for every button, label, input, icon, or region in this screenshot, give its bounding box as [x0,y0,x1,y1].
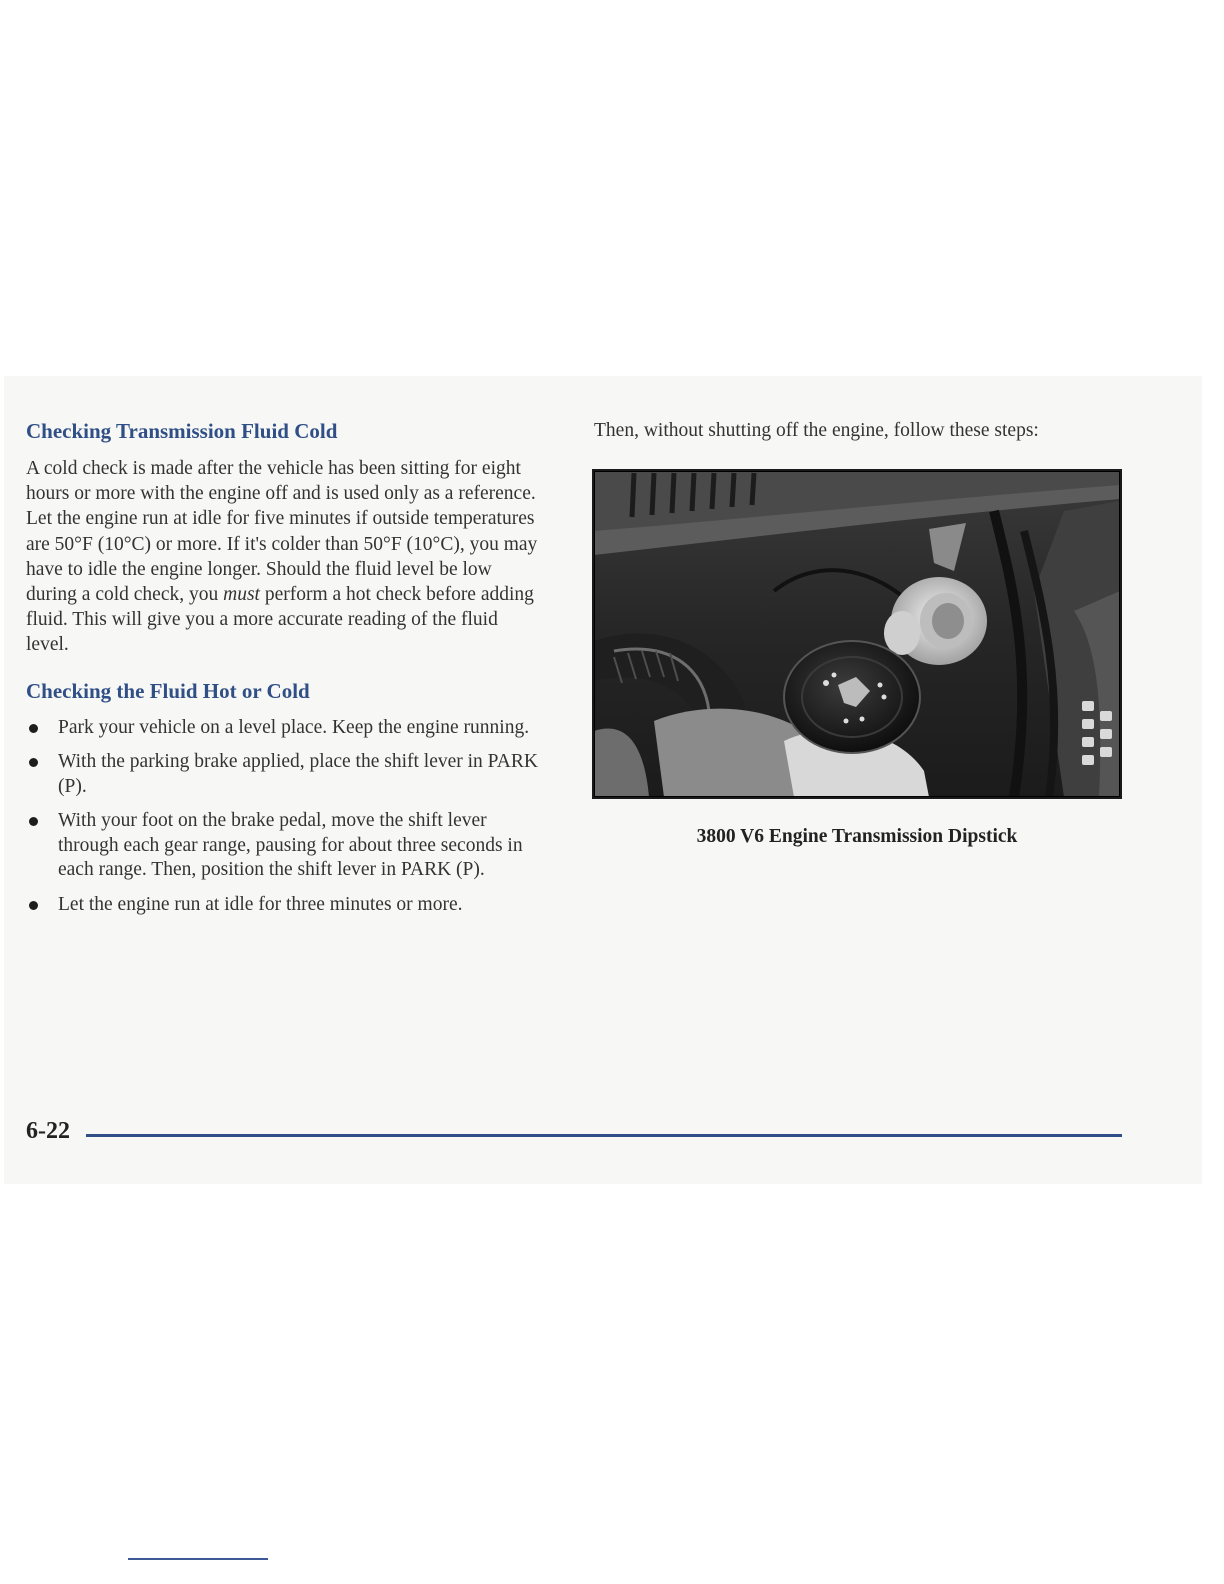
cold-check-emphasis: must [223,584,260,606]
bullet-icon [29,817,38,826]
list-item [26,716,538,741]
bullet-icon [29,901,38,910]
bullet-icon [29,758,38,767]
list-item-text: Park your vehicle on a level place. Keep the engine running. [58,716,530,738]
cold-check-text-2: perform a hot check before adding fluid. This will give you a more accurate reading of the fluid level. [26,584,534,656]
heading-checking-fluid-cold: Checking Transmission Fluid Cold [26,419,338,443]
page-number: 6-22 [26,1118,70,1144]
steps-list [26,716,538,918]
left-column [26,418,538,927]
steps-intro: Then, without shutting off the engine, follow these steps: [594,420,1039,441]
list-item [26,809,538,883]
list-item [26,750,538,799]
bottom-rule [128,1558,268,1560]
cold-check-text-1: A cold check is made after the vehicle has been sitting for eight hours or more with the engine off and is used only as a reference. Let the engine run at idle for five minutes if outside temperatures are 50°F (10°C) or more. If it's colder than 50°F (10°C), you may have to idle the engine longer. Should the fluid level be low during a cold check, you [26,458,538,606]
cold-check-paragraph [26,456,538,658]
bullet-icon [29,724,38,733]
engine-bay-illustration [594,471,1120,797]
figure-caption: 3800 V6 Engine Transmission Dipstick [696,826,1018,847]
list-item-text: Let the engine run at idle for three minutes or more. [58,893,463,915]
list-item-text: With the parking brake applied, place the shift lever in PARK (P). [58,751,538,797]
right-column [594,418,1134,444]
engine-dipstick-photo [592,469,1122,799]
list-item [26,893,538,918]
heading-checking-fluid-hot-or-cold: Checking the Fluid Hot or Cold [26,678,310,703]
list-item-text: With your foot on the brake pedal, move the shift lever through each gear range, pausing for about three seconds in each range. Then, position the shift lever in PARK (P). [58,810,523,881]
footer-rule [86,1134,1122,1137]
